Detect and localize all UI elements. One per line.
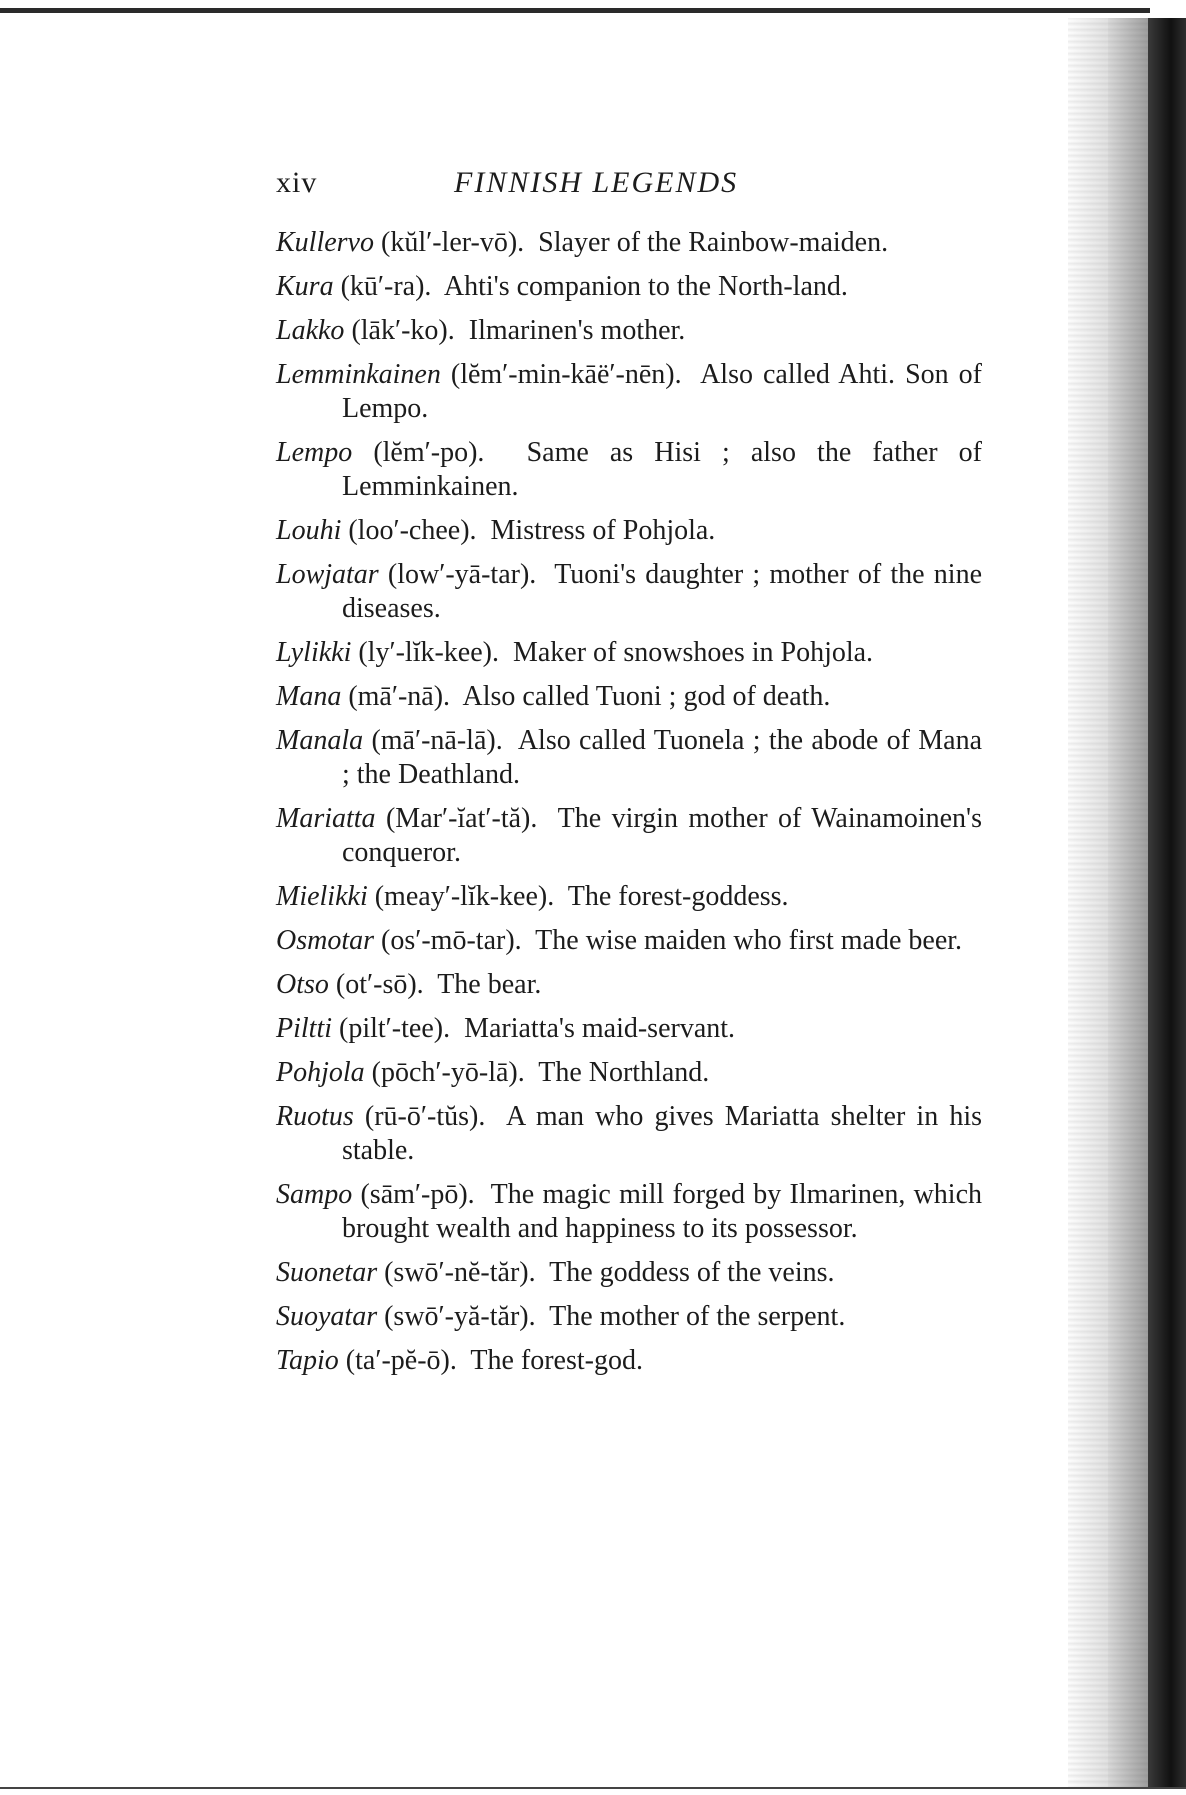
entry-term: Mariatta <box>276 803 376 834</box>
entry-term: Kullervo <box>276 227 374 258</box>
entry-term: Tapio <box>276 1345 339 1376</box>
pronunciation-glossary <box>276 226 982 1388</box>
entry-pronunciation: (pōch′-yō-lā). <box>371 1057 525 1088</box>
entry-definition: Mariatta's maid-servant. <box>464 1013 736 1044</box>
glossary-entry <box>276 558 982 626</box>
entry-definition: Same as Hisi ; also the father of Lemminkainen. <box>342 437 983 502</box>
entry-pronunciation: (swō′-yă-tăr). <box>384 1301 536 1332</box>
entry-definition: The mother of the serpent. <box>549 1301 846 1332</box>
glossary-entry <box>276 636 982 670</box>
glossary-entry <box>276 880 982 914</box>
glossary-entry <box>276 514 982 548</box>
page-number: xiv <box>276 166 318 199</box>
entry-definition: Also called Tuoni ; god of death. <box>462 681 831 712</box>
entry-term: Mana <box>276 681 342 712</box>
entry-definition: The wise maiden who first made beer. <box>535 925 963 956</box>
entry-definition: The virgin mother of Wainamoinen's conqueror. <box>342 803 982 868</box>
entry-pronunciation: (kū′-ra). <box>340 271 432 302</box>
entry-term: Mielikki <box>276 881 368 912</box>
entry-term: Osmotar <box>276 925 375 956</box>
glossary-entry <box>276 968 982 1002</box>
entry-definition: The forest-goddess. <box>567 881 789 912</box>
glossary-entry <box>276 270 982 304</box>
spine-band-mid <box>1108 18 1148 1788</box>
entry-definition: Ilmarinen's mother. <box>468 315 686 346</box>
glossary-entry <box>276 1256 982 1290</box>
entry-pronunciation: (loo′-chee). <box>348 515 477 546</box>
entry-term: Pohjola <box>276 1057 365 1088</box>
glossary-entry <box>276 1100 982 1168</box>
entry-pronunciation: (os′-mō-tar). <box>381 925 522 956</box>
entry-definition: The magic mill forged by Ilmarinen, which brought wealth and happiness to its possessor. <box>342 1179 983 1244</box>
entry-term: Otso <box>276 969 329 1000</box>
entry-pronunciation: (ly′-lĭk-kee). <box>358 637 499 668</box>
spine-band-light <box>1068 18 1108 1788</box>
entry-definition: Also called Tuonela ; the abode of Mana ; the Deathland. <box>342 725 982 790</box>
entry-pronunciation: (low′-yā-tar). <box>387 559 537 590</box>
entry-term: Louhi <box>276 515 342 546</box>
entry-pronunciation: (ot′-sō). <box>335 969 424 1000</box>
glossary-entry <box>276 226 982 260</box>
entry-definition: The forest-god. <box>470 1345 643 1376</box>
entry-definition: The Northland. <box>538 1057 710 1088</box>
top-rule <box>0 8 1150 13</box>
glossary-entry <box>276 924 982 958</box>
running-head <box>276 166 996 206</box>
entry-definition: Mistress of Pohjola. <box>490 515 716 546</box>
bottom-rule <box>0 1787 1186 1789</box>
glossary-entry <box>276 1012 982 1046</box>
spine-band-dark <box>1148 18 1186 1788</box>
entry-pronunciation: (Mar′-ĭat′-tă). <box>385 803 538 834</box>
entry-pronunciation: (mā′-nā). <box>348 681 451 712</box>
entry-term: Suonetar <box>276 1257 378 1288</box>
entry-term: Lempo <box>276 437 353 468</box>
entry-definition: Ahti's companion to the North-land. <box>443 271 848 302</box>
entry-pronunciation: (meay′-lĭk-kee). <box>374 881 555 912</box>
entry-definition: The bear. <box>437 969 542 1000</box>
entry-term: Sampo <box>276 1179 353 1210</box>
entry-term: Lylikki <box>276 637 352 668</box>
entry-term: Lowjatar <box>276 559 379 590</box>
entry-pronunciation: (pilt′-tee). <box>339 1013 451 1044</box>
glossary-entry <box>276 1178 982 1246</box>
entry-pronunciation: (kŭl′-ler-vō). <box>381 227 525 258</box>
entry-pronunciation: (ta′-pĕ-ō). <box>345 1345 457 1376</box>
entry-definition: The goddess of the veins. <box>549 1257 835 1288</box>
entry-term: Kura <box>276 271 334 302</box>
entry-pronunciation: (lĕm′-po). <box>373 437 485 468</box>
book-spine-shadow <box>1068 18 1186 1788</box>
entry-pronunciation: (rū-ō′-tŭs). <box>364 1101 486 1132</box>
entry-definition: Also called Ahti. Son of Lempo. <box>342 359 982 424</box>
entry-term: Piltti <box>276 1013 332 1044</box>
glossary-entry <box>276 314 982 348</box>
entry-pronunciation: (lĕm′-min-kāë′-nēn). <box>450 359 682 390</box>
book-title: FINNISH LEGENDS <box>454 166 739 199</box>
entry-term: Manala <box>276 725 364 756</box>
entry-definition: Slayer of the Rainbow-maiden. <box>538 227 889 258</box>
glossary-entry <box>276 724 982 792</box>
glossary-entry <box>276 1056 982 1090</box>
glossary-entry <box>276 1300 982 1334</box>
glossary-entry <box>276 802 982 870</box>
entry-definition: Maker of snowshoes in Pohjola. <box>512 637 874 668</box>
glossary-entry <box>276 680 982 714</box>
entry-definition: Tuoni's daughter ; mother of the nine diseases. <box>342 559 982 624</box>
entry-pronunciation: (sām′-pō). <box>360 1179 475 1210</box>
entry-term: Lemminkainen <box>276 359 441 390</box>
entry-pronunciation: (lāk′-ko). <box>351 315 455 346</box>
entry-pronunciation: (swō′-nĕ-tăr). <box>384 1257 536 1288</box>
entry-definition: A man who gives Mariatta shelter in his stable. <box>342 1101 983 1166</box>
glossary-entry <box>276 358 982 426</box>
entry-term: Ruotus <box>276 1101 354 1132</box>
entry-pronunciation: (mā′-nā-lā). <box>371 725 503 756</box>
entry-term: Lakko <box>276 315 345 346</box>
entry-term: Suoyatar <box>276 1301 378 1332</box>
glossary-entry <box>276 1344 982 1378</box>
glossary-entry <box>276 436 982 504</box>
